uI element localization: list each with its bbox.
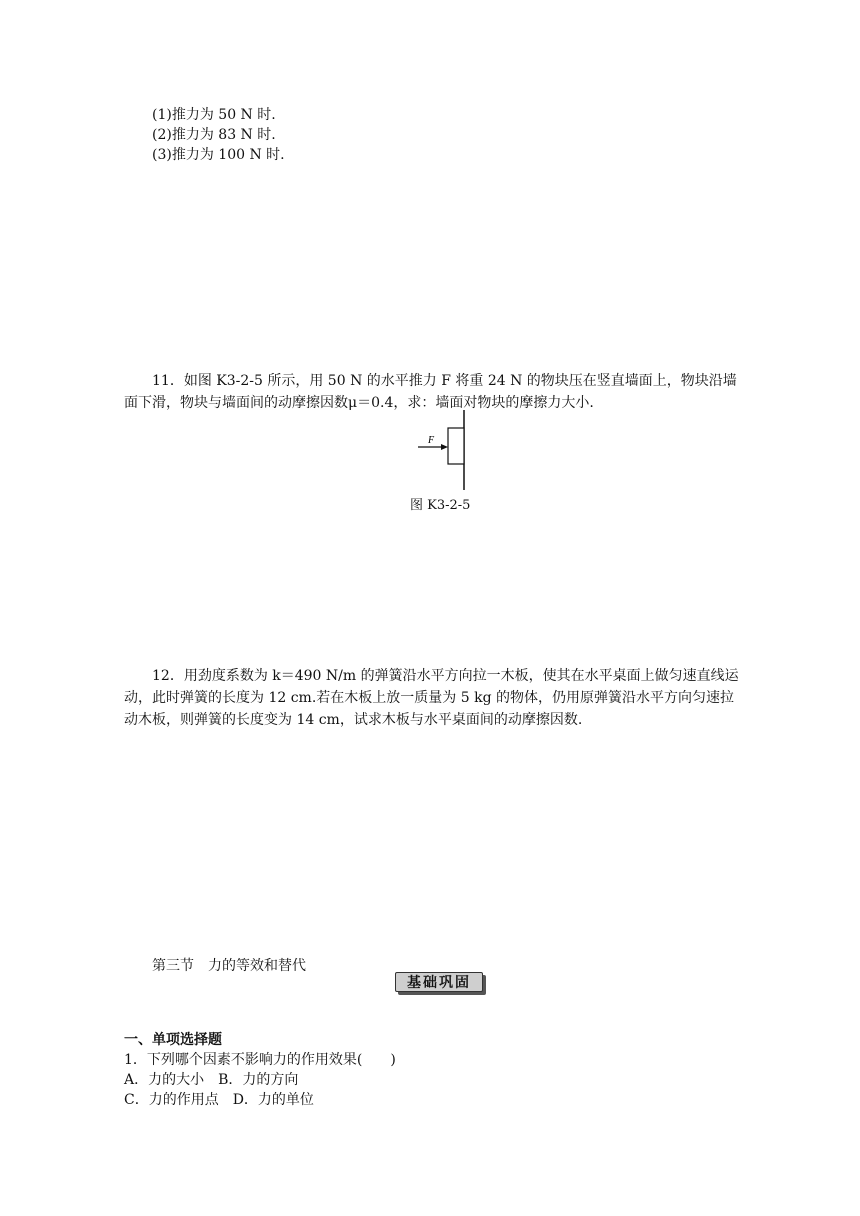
badge-label: 基础巩固	[395, 972, 483, 992]
item-3: (3)推力为 100 N 时.	[152, 147, 285, 163]
section-title: 第三节 力的等效和替代	[152, 958, 306, 974]
part-heading: 一、单项选择题	[124, 1032, 222, 1048]
block-rect	[448, 428, 464, 464]
question-12-text: 12．用劲度系数为 k＝490 N/m 的弹簧沿水平方向拉一木板，使其在水平桌面上做匀速直线运动，此时弹簧的长度为 12 cm.若在木板上放一质量为 5 kg 的物体，仍用原弹簧沿水平方向匀速拉动木板，则弹簧的长度变为 14 cm，试求木板与水平桌面间的动摩擦因数.	[124, 668, 739, 728]
figure-caption: 图 K3-2-5	[410, 498, 471, 513]
item-2: (2)推力为 83 N 时.	[152, 127, 276, 143]
item-1: (1)推力为 50 N 时.	[152, 107, 276, 123]
question-11-text: 11．如图 K3-2-5 所示，用 50 N 的水平推力 F 将重 24 N 的物块压在竖直墙面上，物块沿墙面下滑，物块与墙面间的动摩擦因数μ＝0.4，求：墙面对物块的摩擦力大小.	[124, 373, 737, 411]
force-arrow-head	[441, 444, 448, 450]
question-11	[124, 370, 740, 414]
figure-block-wall	[410, 410, 490, 495]
question-1-stem: 1．下列哪个因素不影响力的作用效果( )	[124, 1052, 396, 1068]
section-badge	[395, 972, 487, 996]
force-label: F	[428, 435, 435, 446]
question-1-options-row2: C．力的作用点 D．力的单位	[124, 1092, 314, 1108]
question-12	[124, 665, 740, 731]
question-1-options-row1: A．力的大小 B．力的方向	[124, 1072, 299, 1088]
